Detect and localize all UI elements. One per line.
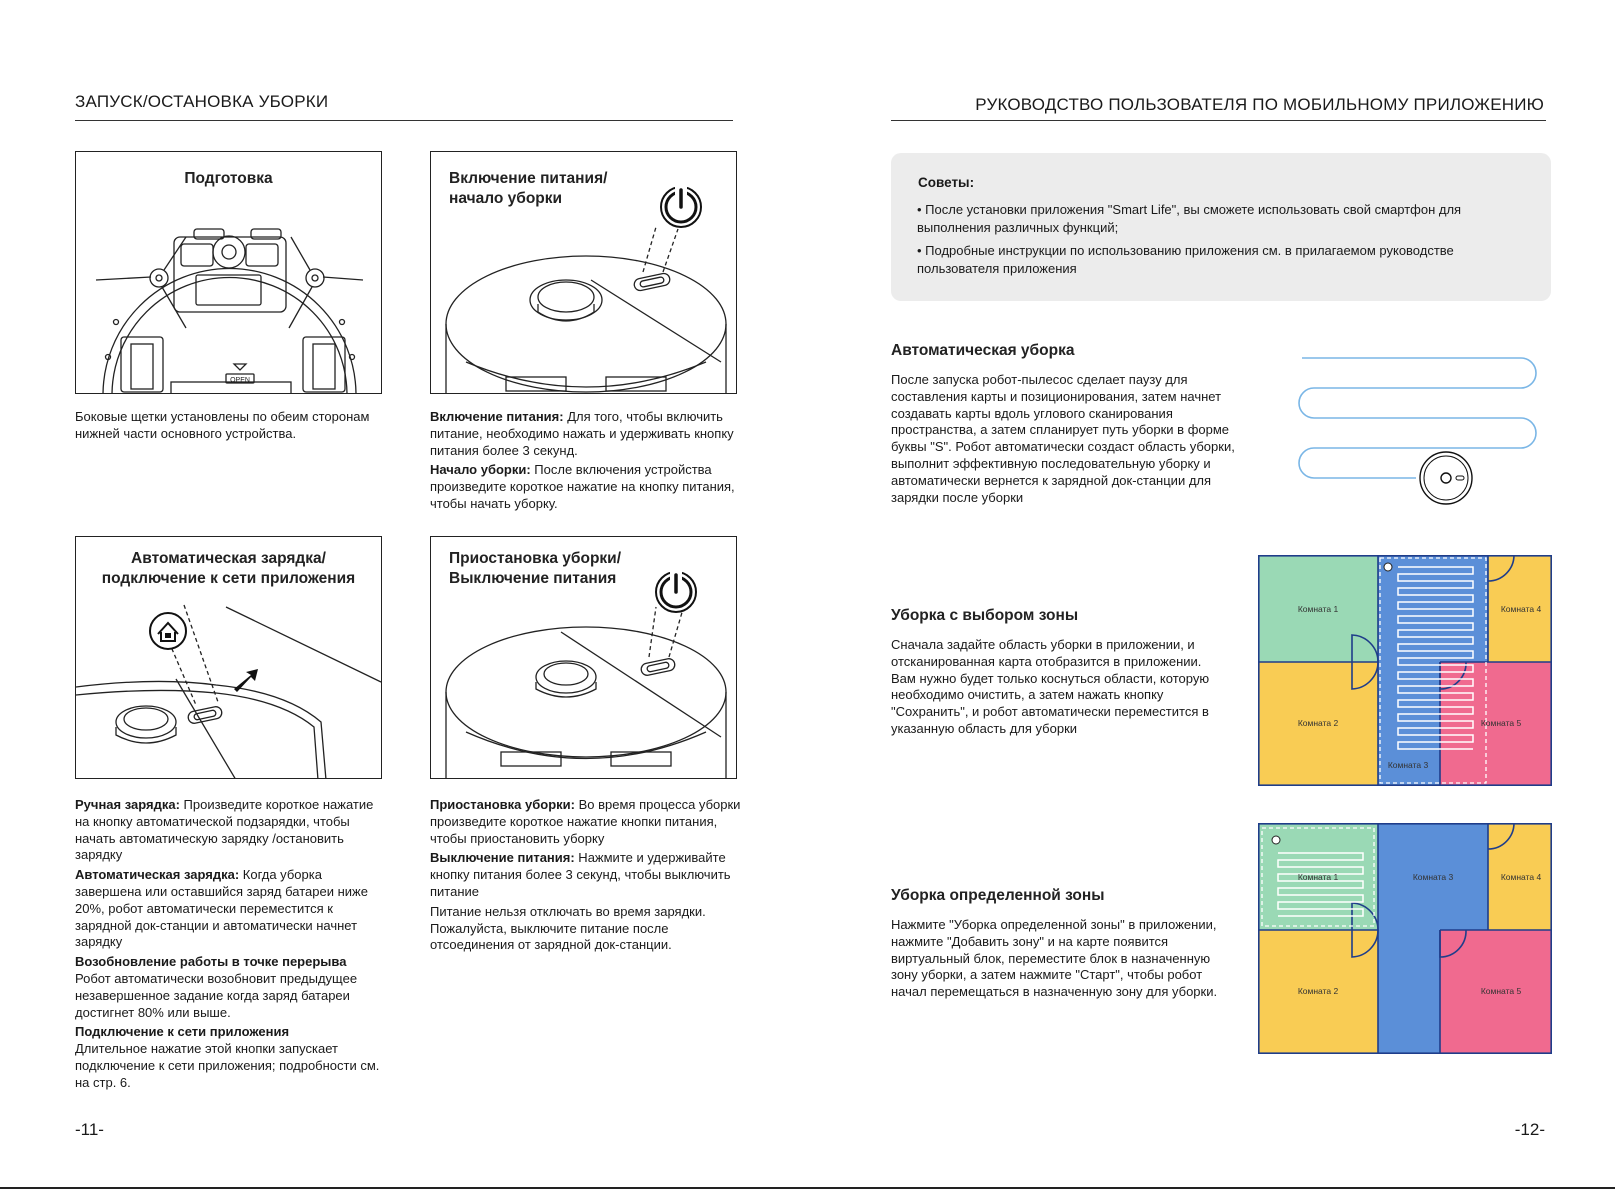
section-title-auto: Автоматическая уборка [891, 342, 1075, 359]
map-zone-select [1258, 555, 1552, 786]
robot-marker-icon [1384, 563, 1392, 571]
caption-preparation: Боковые щетки установлены по обеим сторонам нижней части основного устройства. [75, 409, 370, 441]
section-text-auto: После запуска робот-пылесос сделает паузу для составления карты и позиционирования, затем начнет создавать карты вдоль углового сканирования пространства, а затем спланирует путь уборки в форме буквы "S". Робот автоматически создаст область уборки, выполнит эффективную последовательную уборку и автоматически вернется к зарядной док-станции для зарядки после уборки [891, 372, 1235, 505]
page-number-right: -12- [1514, 1120, 1545, 1139]
page-heading-left: ЗАПУСК/ОСТАНОВКА УБОРКИ [75, 92, 329, 111]
robot-top-icon [1420, 452, 1472, 504]
section-text-zone-select: Сначала задайте область уборки в приложении, и отсканированная карта отобразится в приложении. Вам нужно будет только коснуться области, которую необходимо очистить, а затем нажать кнопку "Сохранить", и робот автоматически переместится в указанную область для уборки [891, 637, 1210, 736]
power-icon [656, 571, 696, 612]
cleaning-path [1398, 567, 1473, 749]
panel-pause [430, 536, 737, 779]
label-room-4: Комната 4 [1500, 604, 1542, 614]
robot-marker-icon [1272, 836, 1280, 844]
label-room-2: Комната 2 [1297, 986, 1339, 996]
panel-preparation [75, 151, 382, 394]
s-path-illustration [1296, 352, 1541, 512]
caption-power-on: Включение питания: Для того, чтобы включить питание, необходимо нажать и удерживать кнопку питания более 3 секунд. Начало уборки: После включения устройства произведите короткое нажатие на кнопку питания, чтобы начать уборку. [430, 409, 735, 511]
map-zone-specific [1258, 823, 1552, 1054]
tips-item-2: • Подробные инструкции по использованию приложения см. в прилагаемом руководстве пользователя приложения [917, 243, 1454, 276]
label-room-3: Комната 3 [1387, 760, 1429, 770]
caption-auto-charge: Ручная зарядка: Произведите короткое нажатие на кнопку автоматической подзарядки, чтобы начать автоматическую зарядку /остановить зарядку Автоматическая зарядка: Когда уборка завершена или оставшийся заряд батареи ниже 20%, робот автоматически переместится к зарядной док-станции и автоматически начнет зарядку Возобновление работы в точке перерыва Робот автоматически возобновит предыдущее незавершенное задание когда заряд батареи достигнет 80% или выше. Подключение к сети приложения Длительное нажатие этой кнопки запускает подключение к сети приложения; подробности см. на стр. 6. [75, 797, 380, 1090]
heading-rule-right [891, 120, 1546, 121]
tips-item-1: • После установки приложения "Smart Life", вы сможете использовать свой смартфон для выполнения различных функций; [917, 202, 1462, 235]
label-room-2: Комната 2 [1297, 718, 1339, 728]
section-text-zone-specific: Нажмите "Уборка определенной зоны" в приложении, нажмите "Добавить зону" и на карте появится виртуальный блок, переместите блок в назначенную зону уборки, а затем нажмите "Старт", чтобы робот начал перемещаться в назначенную зону для уборки. [891, 917, 1218, 1000]
tips-box [891, 153, 1551, 301]
panel-auto-charge [75, 536, 382, 779]
label-room-1: Комната 1 [1297, 604, 1339, 614]
label-room-1: Комната 1 [1297, 872, 1339, 882]
power-icon [661, 186, 701, 227]
page-number-left: -11- [75, 1120, 104, 1139]
panel-title-preparation: Подготовка [184, 170, 273, 187]
caption-pause: Приостановка уборки: Во время процесса уборки произведите короткое нажатие кнопки питания, чтобы приостановить уборку Выключение питания: Нажмите и удерживайте кнопку питания более 3 секунд, чтобы выключить питание Питание нельзя отключать во время зарядки. Пожалуйста, выключите питание после отсоединения от зарядной док-станции. [430, 797, 741, 953]
section-title-zone-specific: Уборка определенной зоны [891, 887, 1105, 904]
label-room-5: Комната 5 [1480, 986, 1522, 996]
open-label: OPEN [230, 377, 250, 384]
bottom-border [0, 1187, 1615, 1189]
robot-bottom-illustration [76, 152, 382, 394]
panel-title-pause: Приостановка уборки/ Выключение питания [449, 550, 621, 587]
dock-home-icon [150, 613, 186, 649]
label-room-4: Комната 4 [1500, 872, 1542, 882]
label-room-3: Комната 3 [1412, 872, 1454, 882]
tips-title: Советы: [918, 175, 975, 190]
direction-arrow-icon [234, 669, 258, 692]
panel-title-power-on: Включение питания/ начало уборки [449, 170, 608, 207]
panel-power-on [430, 151, 737, 394]
label-room-5: Комната 5 [1480, 718, 1522, 728]
section-title-zone-select: Уборка с выбором зоны [891, 607, 1079, 624]
page-heading-right: РУКОВОДСТВО ПОЛЬЗОВАТЕЛЯ ПО МОБИЛЬНОМУ ПРИЛОЖЕНИЮ [975, 95, 1544, 114]
heading-rule-left [75, 120, 733, 121]
panel-title-auto-charge: Автоматическая зарядка/ подключение к сети приложения [101, 550, 356, 587]
